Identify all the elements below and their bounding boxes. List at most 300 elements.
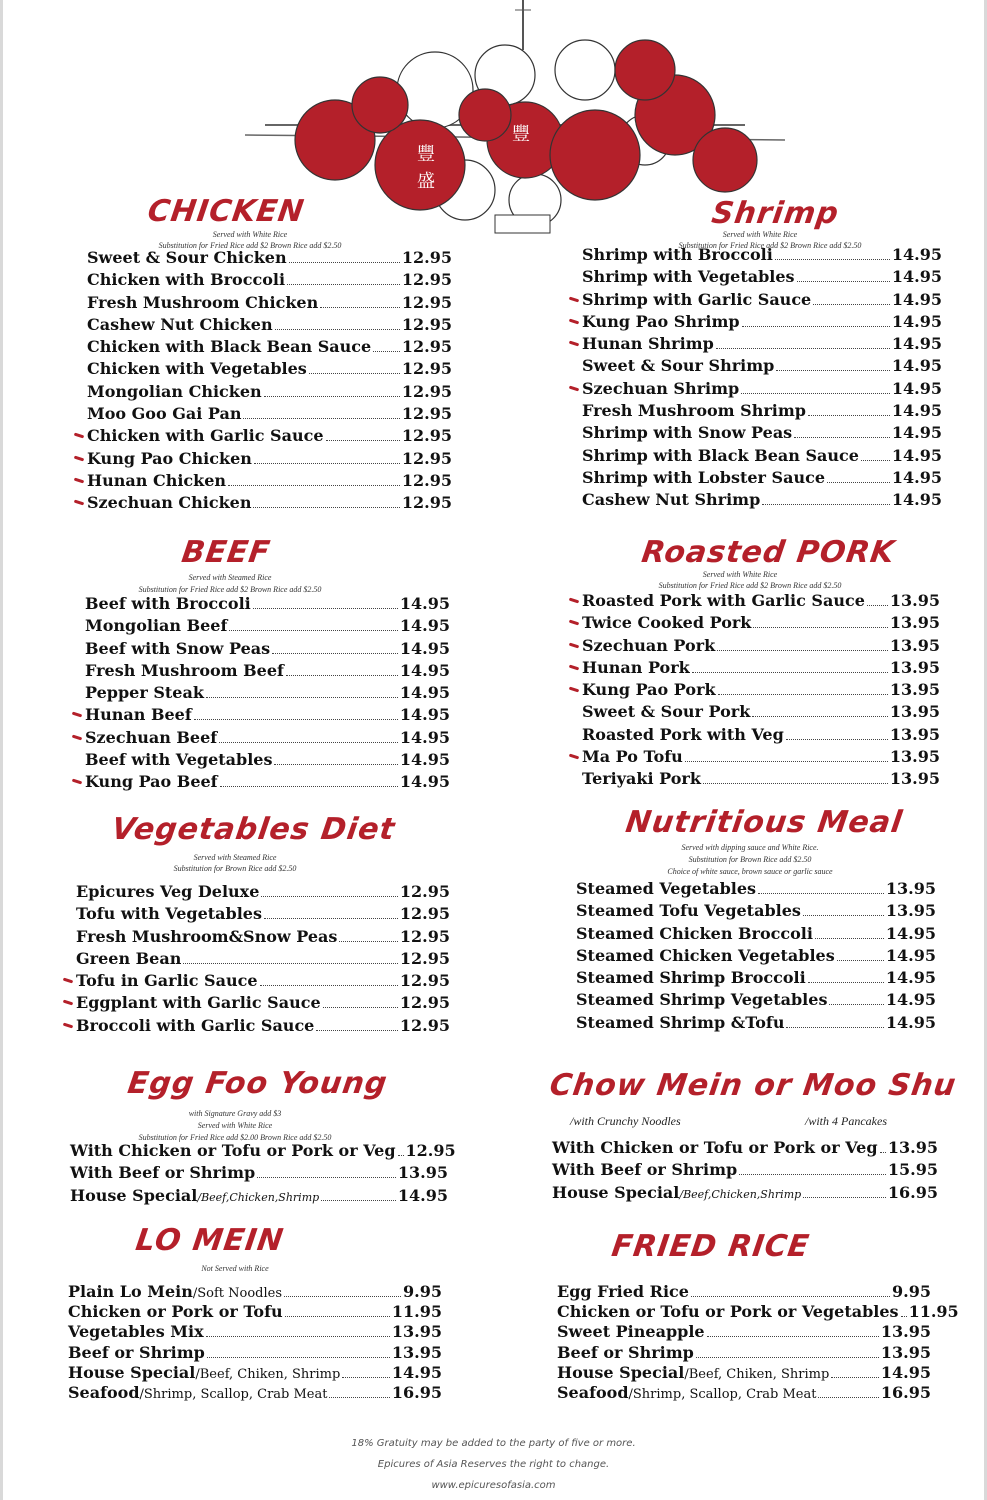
dot-leader — [321, 1200, 396, 1201]
menu-item — [582, 702, 940, 724]
menu-item — [557, 1363, 931, 1383]
section-note: Served with White Rice — [722, 230, 798, 239]
menu-item — [552, 1138, 938, 1160]
section-note: Substitution for Fried Rice add $2 Brown Rice add $2.50 — [158, 241, 342, 250]
section-note: Served with Steamed Rice — [188, 573, 272, 582]
menu-item-price: 14.95 — [880, 1362, 931, 1382]
dot-leader — [253, 507, 399, 508]
item-list — [76, 882, 450, 1038]
menu-item-price: 14.95 — [891, 401, 942, 421]
dot-leader — [320, 307, 400, 308]
dot-leader — [272, 653, 398, 654]
menu-item-name: Steamed Shrimp Broccoli — [576, 968, 806, 988]
menu-item — [582, 356, 942, 378]
dot-leader — [691, 1296, 890, 1297]
menu-item-detail: /Beef, Chiken, Shrimp — [684, 1366, 830, 1382]
menu-item-name: Hunan Chicken — [87, 470, 227, 490]
menu-item-price: 14.95 — [891, 311, 942, 331]
footer-website-link[interactable]: www.epicuresofasia.com — [431, 1480, 556, 1491]
menu-item-price: 14.95 — [891, 267, 942, 287]
menu-item — [68, 1282, 442, 1302]
section-note: Served with Steamed Rice — [193, 853, 277, 862]
menu-item-price: 16.95 — [887, 1182, 938, 1202]
dot-leader — [707, 1336, 879, 1337]
menu-item-price: 14.95 — [399, 683, 450, 703]
section-note: Substitution for Brown Rice add $2.50 — [688, 855, 812, 864]
menu-item — [582, 334, 942, 356]
menu-item-name: Steamed Tofu Vegetables — [576, 901, 801, 921]
menu-item — [87, 426, 452, 448]
menu-item-price: 11.95 — [908, 1302, 959, 1322]
menu-item-name: Szechuan Pork — [582, 635, 716, 655]
menu-item-price: 12.95 — [399, 971, 450, 991]
menu-item-price: 12.95 — [401, 292, 452, 312]
menu-item-name: Plain Lo Mein — [68, 1282, 193, 1301]
dot-leader — [818, 1397, 878, 1398]
menu-item — [582, 490, 942, 512]
menu-item-name: Kung Pao Beef — [85, 772, 218, 792]
dot-leader — [716, 348, 890, 349]
menu-item — [582, 769, 940, 791]
dot-leader — [794, 437, 890, 438]
menu-item — [582, 267, 942, 289]
item-list — [85, 594, 450, 795]
item-list — [68, 1282, 442, 1403]
menu-item-name: Kung Pao Shrimp — [582, 311, 740, 331]
menu-item — [76, 904, 450, 926]
section-note: Served with dipping sauce and White Rice. — [681, 843, 819, 852]
menu-item-name: Hunan Pork — [582, 657, 690, 677]
menu-item-price: 14.95 — [391, 1362, 442, 1382]
menu-item-name: Broccoli with Garlic Sauce — [76, 1015, 315, 1035]
menu-item-price: 14.95 — [885, 968, 936, 988]
menu-item-price: 14.95 — [885, 990, 936, 1010]
menu-item-price: 14.95 — [397, 1185, 448, 1205]
menu-item — [85, 639, 450, 661]
menu-item-name: Green Bean — [76, 948, 182, 968]
menu-item — [87, 404, 452, 426]
menu-item-price: 12.95 — [401, 448, 452, 468]
menu-item-price: 12.95 — [399, 993, 450, 1013]
menu-item-price: 12.95 — [399, 1015, 450, 1035]
footer-gratuity-note: 18% Gratuity may be added to the party of five or more. — [351, 1438, 636, 1449]
menu-item-price: 12.95 — [399, 882, 450, 901]
menu-item-price: 12.95 — [401, 337, 452, 357]
menu-item-name: Seafood — [68, 1382, 140, 1402]
dot-leader — [275, 329, 400, 330]
menu-item-name: Roasted Pork with Veg — [582, 724, 784, 744]
menu-item-name: Twice Cooked Pork — [582, 613, 752, 633]
menu-item — [582, 591, 940, 613]
item-list — [582, 245, 942, 513]
menu-item — [582, 423, 942, 445]
section-note: Not Served with Rice — [201, 1264, 269, 1273]
menu-item-name: Shrimp with Broccoli — [582, 245, 773, 264]
menu-item-price: 13.95 — [889, 680, 940, 700]
menu-item-price: 14.95 — [891, 334, 942, 354]
menu-item-name: Chicken with Broccoli — [87, 270, 286, 290]
menu-item — [557, 1322, 931, 1342]
dot-leader — [286, 675, 398, 676]
menu-item — [85, 772, 450, 794]
menu-item-name: Moo Goo Gai Pan — [87, 404, 242, 424]
menu-item-price: 14.95 — [891, 245, 942, 264]
menu-item — [582, 379, 942, 401]
lantern-char-2: 盛 — [417, 171, 435, 192]
menu-item — [87, 449, 452, 471]
menu-item — [552, 1160, 938, 1182]
menu-item-detail: /Beef, Chiken, Shrimp — [195, 1366, 341, 1382]
menu-item-detail: /Shrimp, Scallop, Crab Meat — [139, 1386, 328, 1402]
section-title: LO MEIN — [133, 1223, 287, 1258]
dot-leader — [813, 304, 890, 305]
lantern-char-3: 豐 — [512, 124, 530, 145]
lantern-char-1: 豐 — [417, 144, 435, 165]
menu-item-price: 13.95 — [889, 769, 940, 789]
menu-item-price: 13.95 — [885, 901, 936, 921]
dot-leader — [264, 396, 400, 397]
menu-item-name: Shrimp with Garlic Sauce — [582, 289, 812, 309]
menu-item-name: Epicures Veg Deluxe — [76, 882, 260, 901]
menu-item — [576, 879, 936, 901]
menu-item — [582, 290, 942, 312]
menu-item — [557, 1282, 931, 1302]
menu-item-name: Shrimp with Lobster Sauce — [582, 467, 825, 487]
menu-item-name: Beef with Broccoli — [85, 594, 251, 613]
menu-item-name: House Special — [557, 1362, 685, 1382]
option-pancakes: /with 4 Pancakes — [805, 1114, 887, 1128]
item-list — [87, 248, 452, 516]
section-title: Vegetables Diet — [109, 812, 398, 847]
dot-leader — [220, 786, 398, 787]
dot-leader — [264, 918, 398, 919]
menu-item-price: 12.95 — [401, 470, 452, 490]
section-note: Choice of white sauce, brown sauce or garlic sauce — [667, 867, 833, 876]
menu-item-name: Chicken with Vegetables — [87, 359, 307, 379]
menu-item — [68, 1302, 442, 1322]
menu-item-name: Steamed Shrimp &Tofu — [576, 1012, 785, 1032]
menu-item — [76, 882, 450, 904]
menu-item-name: House Special — [68, 1362, 196, 1382]
menu-item-price: 14.95 — [399, 660, 450, 680]
menu-item-detail: /Beef,Chicken,Shrimp — [197, 1190, 320, 1204]
menu-item-name: Roasted Pork with Garlic Sauce — [582, 591, 865, 610]
dot-leader — [323, 1007, 398, 1008]
menu-item — [557, 1343, 931, 1363]
menu-item — [582, 747, 940, 769]
menu-item-name: Sweet Pineapple — [557, 1322, 705, 1342]
menu-item — [70, 1163, 448, 1185]
menu-item — [87, 315, 452, 337]
menu-item-price: 16.95 — [880, 1382, 931, 1402]
menu-item-name: Shrimp with Vegetables — [582, 267, 795, 287]
dot-leader — [206, 697, 398, 698]
dot-leader — [803, 1197, 886, 1198]
dot-leader — [685, 761, 888, 762]
menu-item-price: 13.95 — [889, 724, 940, 744]
menu-item — [582, 446, 942, 468]
menu-item-price: 12.95 — [401, 270, 452, 290]
menu-item-price: 14.95 — [399, 750, 450, 770]
dot-leader — [339, 941, 398, 942]
menu-item-name: Egg Fried Rice — [557, 1282, 689, 1301]
menu-item-price: 13.95 — [889, 657, 940, 677]
section-note: with Signature Gravy add $3 — [188, 1109, 282, 1118]
menu-item-name: Sweet & Sour Pork — [582, 702, 751, 722]
dot-leader — [717, 650, 888, 651]
menu-item-detail: /Soft Noodles — [192, 1286, 283, 1301]
menu-item-name: Beef or Shrimp — [68, 1342, 205, 1362]
menu-item-price: 13.95 — [880, 1322, 931, 1342]
menu-item-name: Beef or Shrimp — [557, 1342, 694, 1362]
dot-leader — [752, 716, 888, 717]
menu-item-name: Steamed Chicken Vegetables — [576, 945, 835, 965]
menu-item-price: 12.95 — [401, 426, 452, 446]
menu-item — [576, 901, 936, 923]
menu-item-name: Cashew Nut Chicken — [87, 314, 273, 334]
menu-item — [85, 750, 450, 772]
section-title: Nutritious Meal — [623, 805, 905, 840]
menu-item-price: 9.95 — [892, 1282, 931, 1301]
dot-leader — [229, 630, 398, 631]
menu-item-name: Steamed Vegetables — [576, 879, 757, 898]
menu-item — [87, 359, 452, 381]
menu-item-name: Fresh Mushroom Chicken — [87, 292, 319, 312]
menu-item-price: 14.95 — [891, 445, 942, 465]
dot-leader — [696, 1357, 879, 1358]
dot-leader — [254, 463, 400, 464]
menu-item-name: Chicken or Tofu or Pork or Vegetables — [557, 1302, 899, 1322]
menu-item-price: 14.95 — [891, 289, 942, 309]
menu-item-price: 14.95 — [399, 638, 450, 658]
menu-item-name: With Chicken or Tofu or Pork or Veg — [552, 1138, 878, 1157]
menu-item-price: 13.95 — [889, 613, 940, 633]
menu-item-name: With Beef or Shrimp — [552, 1160, 738, 1180]
menu-item-name: Tofu in Garlic Sauce — [76, 971, 258, 991]
section-note: Substitution for Fried Rice add $2 Brown Rice add $2.50 — [678, 241, 862, 250]
menu-item-name: Shrimp with Snow Peas — [582, 423, 793, 443]
dot-leader — [309, 373, 400, 374]
dot-leader — [827, 482, 890, 483]
dot-leader — [316, 1030, 398, 1031]
menu-item-price: 11.95 — [391, 1302, 442, 1322]
section-title: Roasted PORK — [639, 535, 898, 570]
menu-item-price: 16.95 — [391, 1382, 442, 1402]
dot-leader — [692, 672, 888, 673]
menu-item — [87, 337, 452, 359]
section-title: Chow Mein or Moo Shu — [547, 1068, 959, 1103]
menu-item — [70, 1186, 448, 1208]
menu-item-price: 12.95 — [401, 359, 452, 379]
dot-leader — [837, 960, 884, 961]
menu-item-price: 12.95 — [401, 248, 452, 267]
dot-leader — [398, 1155, 404, 1156]
dot-leader — [373, 351, 400, 352]
menu-item — [76, 1016, 450, 1038]
dot-leader — [183, 963, 398, 964]
menu-item-price: 14.95 — [399, 772, 450, 792]
menu-item — [85, 728, 450, 750]
menu-item-name: Mongolian Beef — [85, 616, 228, 636]
dot-leader — [257, 1177, 396, 1178]
menu-item-price: 14.95 — [885, 923, 936, 943]
dot-leader — [261, 896, 398, 897]
menu-item-name: Fresh Mushroom Beef — [85, 660, 284, 680]
menu-item — [582, 613, 940, 635]
section-note: Substitution for Fried Rice add $2 Brown Rice add $2.50 — [658, 581, 842, 590]
menu-item — [70, 1141, 456, 1163]
dot-leader — [718, 694, 888, 695]
menu-item — [87, 270, 452, 292]
menu-item-price: 15.95 — [887, 1160, 938, 1180]
footer-disclaimer: Epicures of Asia Reserves the right to change. — [377, 1459, 610, 1470]
menu-item-name: Hunan Shrimp — [582, 334, 714, 354]
menu-item — [582, 401, 942, 423]
menu-item-name: Mongolian Chicken — [87, 381, 262, 401]
menu-item-price: 12.95 — [401, 381, 452, 401]
menu-item — [87, 493, 452, 515]
menu-item-name: With Chicken or Tofu or Pork or Veg — [70, 1141, 396, 1160]
dot-leader — [326, 440, 400, 441]
dot-leader — [861, 460, 890, 461]
menu-item-name: House Special — [552, 1182, 680, 1202]
dot-leader — [808, 982, 884, 983]
dot-leader — [762, 504, 890, 505]
menu-item — [582, 245, 942, 267]
menu-item — [87, 293, 452, 315]
menu-item — [576, 1013, 936, 1035]
dot-leader — [741, 393, 890, 394]
menu-item-price: 12.95 — [399, 948, 450, 968]
dot-leader — [901, 1316, 907, 1317]
menu-item-price: 12.95 — [401, 314, 452, 334]
dot-leader — [831, 1377, 879, 1378]
dot-leader — [829, 1004, 883, 1005]
menu-item — [87, 471, 452, 493]
item-list — [70, 1141, 456, 1208]
menu-item-name: Beef with Snow Peas — [85, 638, 271, 658]
menu-item — [582, 658, 940, 680]
menu-item-name: Vegetables Mix — [68, 1322, 204, 1342]
section-note: Substitution for Fried Rice add $2 Brown Rice add $2.50 — [138, 585, 322, 594]
menu-item-name: Teriyaki Pork — [582, 769, 701, 789]
dot-leader — [285, 1316, 390, 1317]
dot-leader — [287, 284, 400, 285]
menu-item-name: Chicken with Garlic Sauce — [87, 426, 324, 446]
menu-item — [76, 971, 450, 993]
menu-item-name: Szechuan Shrimp — [582, 378, 740, 398]
dot-leader — [775, 259, 890, 260]
dot-leader — [243, 418, 399, 419]
menu-item-name: Beef with Vegetables — [85, 750, 273, 770]
menu-item-name: Szechuan Chicken — [87, 493, 252, 513]
menu-item — [87, 248, 452, 270]
menu-item — [582, 725, 940, 747]
menu-item-name: Sweet & Sour Chicken — [87, 248, 287, 267]
dot-leader — [329, 1397, 389, 1398]
section-note: Substitution for Fried Rice add $2.00 Brown Rice add $2.50 — [138, 1133, 332, 1142]
section-title: BEEF — [179, 535, 273, 570]
menu-item — [576, 968, 936, 990]
option-crunchy-noodles: /with Crunchy Noodles — [570, 1114, 681, 1128]
menu-item-price: 14.95 — [891, 490, 942, 510]
section-title: Egg Foo Young — [125, 1066, 390, 1101]
menu-item-name: Cashew Nut Shrimp — [582, 490, 761, 510]
menu-item-price: 14.95 — [399, 705, 450, 725]
dot-leader — [219, 742, 398, 743]
dot-leader — [289, 262, 400, 263]
menu-item-name: Kung Pao Pork — [582, 680, 716, 700]
dot-leader — [206, 1336, 390, 1337]
dot-leader — [797, 281, 890, 282]
menu-item-name: Steamed Chicken Broccoli — [576, 923, 813, 943]
menu-item-price: 14.95 — [885, 945, 936, 965]
dot-leader — [207, 1357, 390, 1358]
menu-item — [76, 993, 450, 1015]
dot-leader — [786, 1027, 883, 1028]
dot-leader — [253, 608, 398, 609]
dot-leader — [880, 1152, 886, 1153]
menu-item-name: Steamed Shrimp Vegetables — [576, 990, 828, 1010]
dot-leader — [284, 1296, 401, 1297]
menu-item-name: Seafood — [557, 1382, 629, 1402]
menu-item-price: 12.95 — [405, 1141, 456, 1160]
menu-item-price: 14.95 — [399, 594, 450, 613]
section-note: Served with White Rice — [197, 1121, 273, 1130]
menu-item-price: 13.95 — [885, 879, 936, 898]
menu-item — [85, 661, 450, 683]
dot-leader — [742, 326, 890, 327]
menu-item-price: 14.95 — [891, 378, 942, 398]
dot-leader — [753, 627, 888, 628]
menu-item — [576, 946, 936, 968]
menu-item — [76, 949, 450, 971]
menu-item-name: Chicken with Black Bean Sauce — [87, 337, 372, 357]
menu-item — [582, 312, 942, 334]
dot-leader — [758, 893, 884, 894]
item-list — [557, 1282, 959, 1403]
menu-item-price: 13.95 — [880, 1342, 931, 1362]
menu-item-price: 12.95 — [401, 404, 452, 424]
menu-item-price: 13.95 — [889, 702, 940, 722]
menu-item-name: Shrimp with Black Bean Sauce — [582, 445, 859, 465]
menu-item-price: 13.95 — [397, 1163, 448, 1183]
menu-item-price: 13.95 — [391, 1342, 442, 1362]
dot-leader — [194, 719, 398, 720]
menu-item-name: House Special — [70, 1185, 198, 1205]
menu-item-price: 14.95 — [891, 467, 942, 487]
menu-item-name: Kung Pao Chicken — [87, 448, 252, 468]
menu-item-price: 12.95 — [399, 904, 450, 924]
dot-leader — [274, 764, 397, 765]
menu-item-price: 14.95 — [891, 423, 942, 443]
menu-item — [76, 927, 450, 949]
dot-leader — [703, 783, 888, 784]
menu-item — [557, 1302, 959, 1322]
dot-leader — [815, 938, 884, 939]
menu-item-price: 13.95 — [889, 591, 940, 610]
menu-item — [582, 468, 942, 490]
menu-item — [85, 616, 450, 638]
menu-item — [68, 1383, 442, 1403]
dot-leader — [808, 415, 890, 416]
menu-item-price: 13.95 — [391, 1322, 442, 1342]
menu-item-name: Fresh Mushroom&Snow Peas — [76, 926, 338, 946]
dot-leader — [739, 1174, 886, 1175]
item-list — [582, 591, 940, 792]
menu-item-name: With Beef or Shrimp — [70, 1163, 256, 1183]
menu-item-name: Sweet & Sour Shrimp — [582, 356, 775, 376]
